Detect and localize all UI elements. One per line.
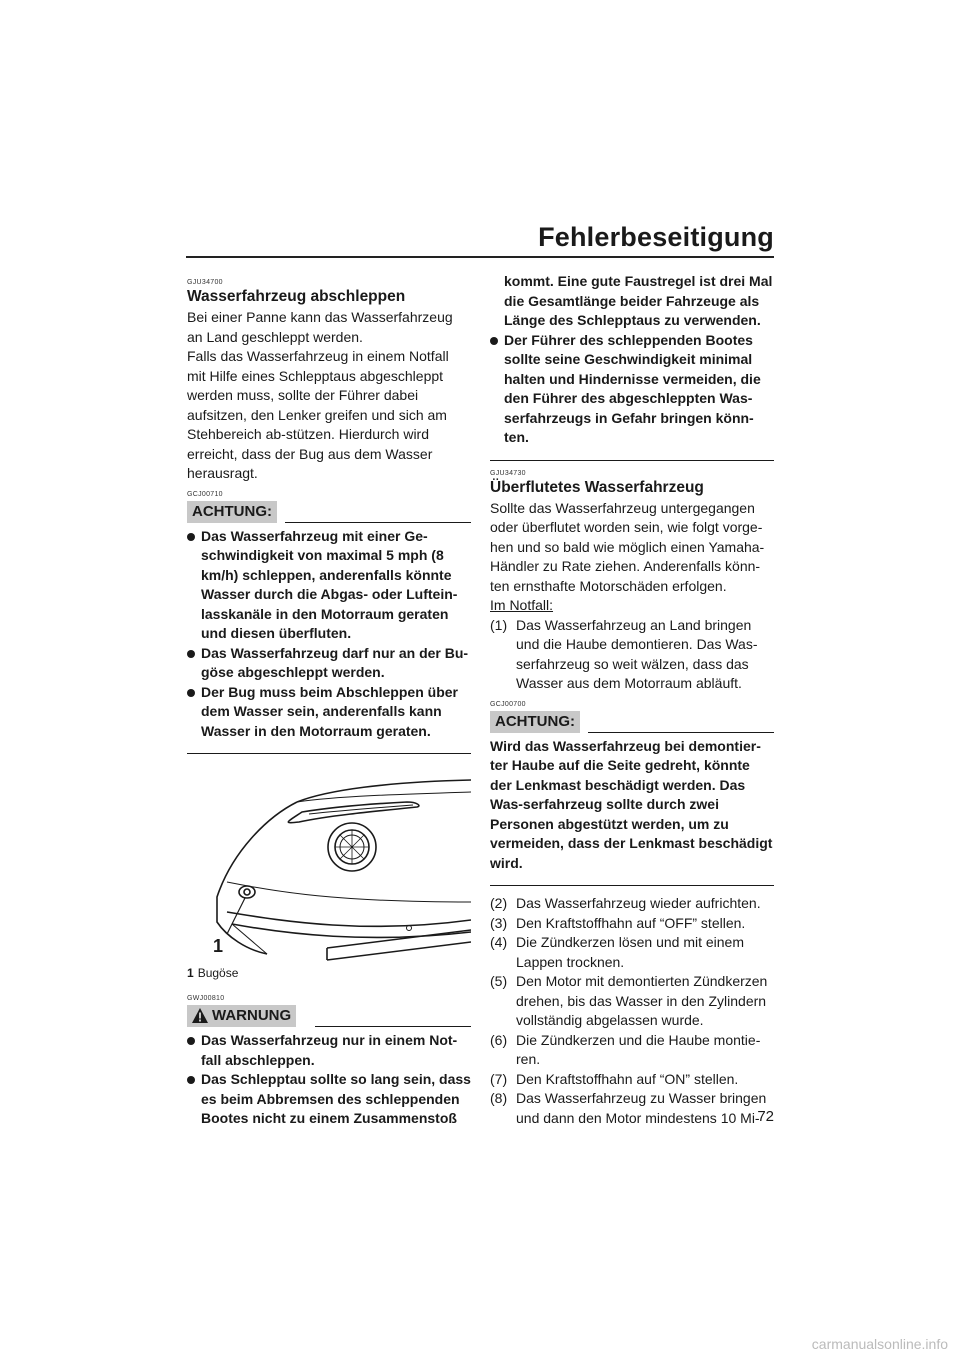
figure-callout: 1 [213,936,224,956]
towing-paragraph-1: Bei einer Panne kann das Wasserfahrzeug an Land geschleppt werden. [187,309,453,345]
steps-list-part1 [490,616,774,694]
caution-text: Wird das Wasserfahrzeug bei demontier-ter Haube auf die Seite gedreht, könnte der Lenkmast beschädigt werden. Das Was-serfahrzeug sollte durch zwei Personen abgestützt werden, um zu vermeiden, dass der Lenkmast beschädigt wird. [490,737,773,871]
bullet-icon [187,689,195,697]
warning-item: Das Schlepptau sollte so lang sein, dass es beim Abbremsen des schleppenden Bootes nicht zu einem Zusammenstoß [187,1070,471,1129]
warning-header [187,1005,471,1027]
bow-eye-illustration [187,762,471,962]
caution-header [187,501,471,523]
warning-item: Der Führer des schleppenden Bootes sollte seine Geschwindigkeit minimal halten und Hindernisse vermeiden, die den Führer des abgeschleppten Was-serfahrzeugs in Gefahr bringen könn-ten. [490,331,774,448]
steps-list-part2 [490,894,774,1128]
caution-end-rule [490,885,774,886]
right-column [490,272,774,1128]
bullet-icon [187,1076,195,1084]
bullet-icon [187,533,195,541]
caption-text: Bugöse [197,966,239,980]
bullet-icon [187,1037,195,1045]
warning-continued: kommt. Eine gute Faustregel ist drei Mal die Gesamtlänge beider Fahrzeuge als Länge des Schlepptaus zu verwenden. [504,273,773,328]
caution-rule [588,732,774,733]
step-item: (1) Das Wasserfahrzeug an Land bringen und die Haube demontieren. Das Was-serfahrzeug so weit wälzen, dass das Wasser aus dem Motorraum abläuft. [490,616,758,691]
warning-code: GWJ00810 [187,995,225,1002]
warning-end-rule [490,460,774,461]
warning-badge: WARNUNG [187,1005,296,1027]
title-rule [186,256,774,258]
flooded-paragraph: Sollte das Wasserfahrzeug untergegangen oder überflutet worden sein, wie folgt vorge-hen und so bald wie möglich einen Yamaha-Händler zu Rate ziehen. Anderenfalls könn-ten ernsthafte Motorschäden erfolgen. [490,499,765,594]
caution-item: Das Wasserfahrzeug mit einer Ge-schwindigkeit von maximal 5 mph (8 km/h) schleppen, anderenfalls könnte Wasser durch die Abgas- oder Luftein-lasskanäle in den Motorraum geraten und diesen überfluten. [187,527,471,644]
emergency-label: Im Notfall: [490,597,554,613]
caution-end-rule [187,753,471,754]
step-item: (3) Den Kraftstoffhahn auf “OFF” stellen. [490,914,746,931]
warning-item: Das Wasserfahrzeug nur in einem Not-fall abschleppen. [187,1031,471,1070]
towing-paragraph-2: Falls das Wasserfahrzeug in einem Notfall mit Hilfe eines Schlepptaus abgeschleppt werden muss, sollte der Führer dabei aufsitzen, den Lenker greifen und sich am Stehbereich ab-stützen. Hierdurch wird erreicht, dass der Bug aus dem Wasser herausragt. [187,348,449,481]
warning-list-continued [490,331,774,448]
caution-list [187,527,471,742]
step-item: (7) Den Kraftstoffhahn auf “ON” stellen. [490,1070,739,1087]
section-heading-towing: Wasserfahrzeug abschleppen [187,288,406,305]
step-item: (2) Das Wasserfahrzeug wieder aufrichten. [490,895,761,911]
watermark: carmanualsonline.info [811,1336,948,1352]
caution-item: Der Bug muss beim Abschleppen über dem Wasser sein, anderenfalls kann Wasser in den Motorraum geraten. [187,683,471,742]
bullet-icon [187,650,195,658]
step-item: (5) Den Motor mit demontierten Zündkerzen drehen, bis das Wasser in den Zylindern vollständig abgelassen wurde. [490,973,768,1028]
left-column [187,272,471,1129]
page-number: 72 [757,1108,774,1125]
caption-number: 1 [187,966,194,980]
page-title: Fehlerbeseitigung [538,222,774,252]
bullet-icon [490,337,498,345]
section-code: GJU34700 [187,279,223,286]
caution-item: Das Wasserfahrzeug darf nur an der Bu-göse abgeschleppt werden. [187,644,471,683]
section-code: GJU34730 [490,469,526,477]
caution-rule [285,522,471,523]
figure-caption [187,966,471,980]
step-item: (8) Das Wasserfahrzeug zu Wasser bringen und dann den Motor mindestens 10 Mi- [490,1090,767,1126]
warning-list [187,1031,471,1129]
section-heading-flooded: Überflutetes Wasserfahrzeug [490,478,704,496]
watercraft-bow-drawing [187,762,471,962]
caution-code: GCJ00700 [490,700,526,708]
warning-rule [315,1026,471,1027]
caution-badge: ACHTUNG: [187,501,277,523]
warning-triangle-icon [192,1008,208,1023]
caution-code: GCJ00710 [187,490,223,498]
caution-header [490,711,774,733]
step-item: (4) Die Zündkerzen lösen und mit einem Lappen trocknen. [490,934,745,970]
step-item: (6) Die Zündkerzen und die Haube montie-ren. [490,1031,761,1067]
caution-badge: ACHTUNG: [490,711,580,733]
